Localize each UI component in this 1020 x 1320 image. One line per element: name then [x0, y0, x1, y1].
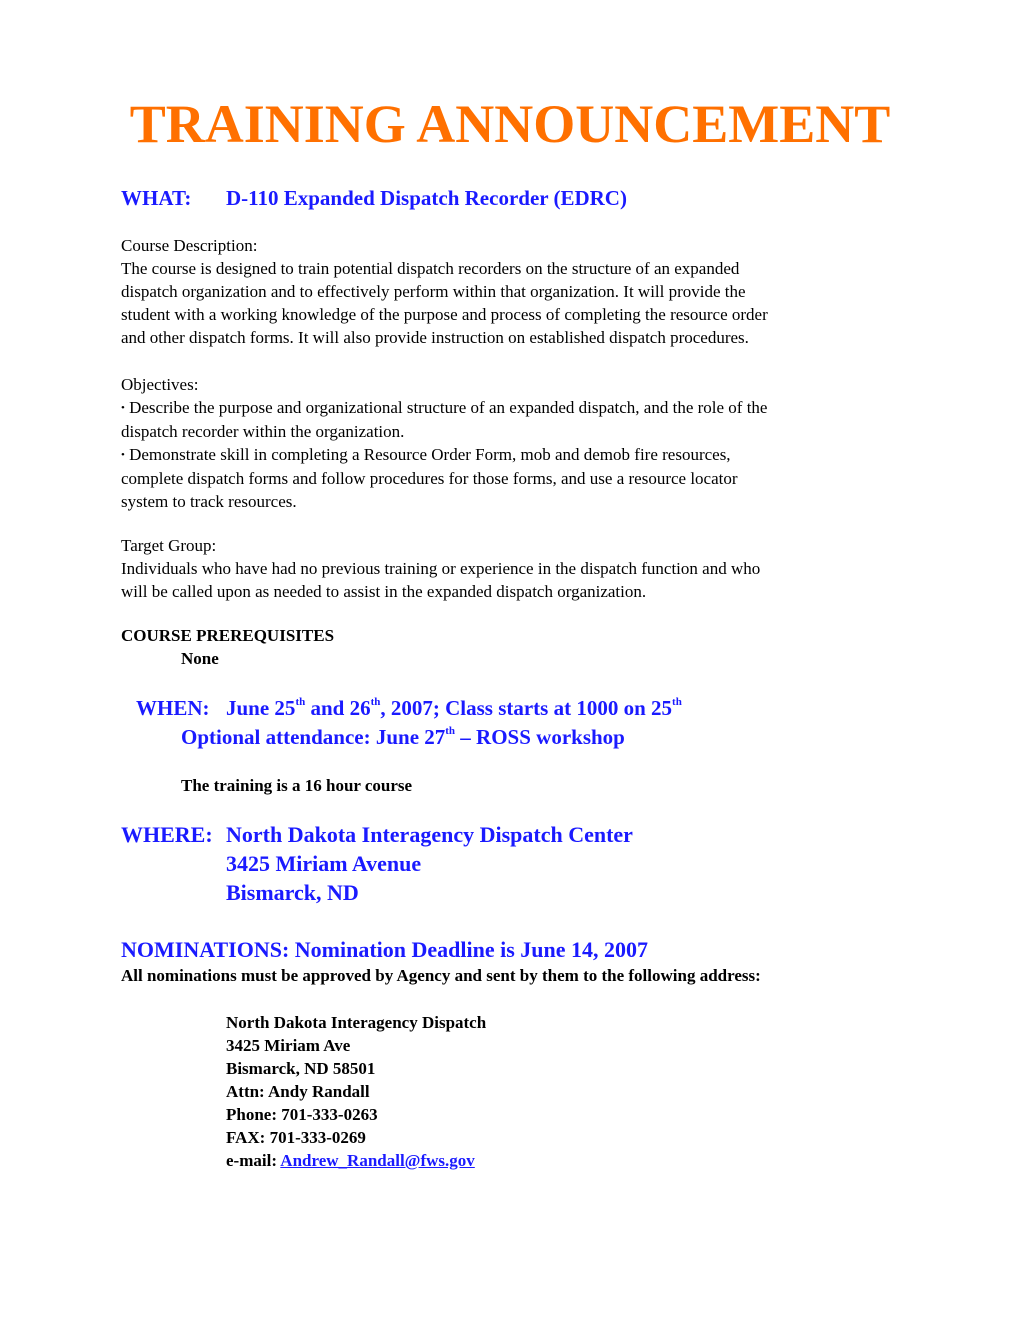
ordinal-suffix: th — [445, 725, 456, 737]
objective-line: Describe the purpose and organizational structure of an expanded dispatch, and the role of the — [129, 398, 768, 417]
ordinal-suffix: th — [370, 696, 381, 708]
where-location — [226, 820, 633, 907]
objective-item — [121, 443, 891, 513]
address-line: Bismarck, ND 58501 — [226, 1059, 376, 1078]
fax-line: FAX: 701-333-0269 — [226, 1128, 366, 1147]
course-description-line: The course is designed to train potential dispatch recorders on the structure of an expanded — [121, 259, 740, 278]
bullet-icon: • — [121, 402, 125, 414]
course-description-line: student with a working knowledge of the purpose and process of completing the resource order — [121, 305, 768, 324]
nominations-instruction: All nominations must be approved by Agency and sent by them to the following address: — [121, 966, 761, 985]
nominations-label: NOMINATIONS: — [121, 937, 290, 962]
when-date-text: June 25 — [226, 696, 296, 720]
course-description-line: dispatch organization and to effectively perform within that organization. It will provide the — [121, 282, 746, 301]
what-label: WHAT: — [121, 186, 192, 210]
ordinal-suffix: th — [672, 696, 682, 708]
when-date-text: and 26 — [305, 696, 371, 720]
when-optional — [181, 723, 625, 751]
when-optional-text: Optional attendance: June 27 — [181, 725, 446, 749]
training-duration-note: The training is a 16 hour course — [181, 776, 413, 795]
phone-line: Phone: 701-333-0263 — [226, 1105, 378, 1124]
objective-line: dispatch recorder within the organization. — [121, 422, 405, 441]
when-optional-text: – ROSS workshop — [455, 725, 625, 749]
where-line: North Dakota Interagency Dispatch Center — [226, 822, 633, 847]
email-link[interactable]: Andrew_Randall@fws.gov — [280, 1151, 475, 1170]
address-line: 3425 Miriam Ave — [226, 1036, 351, 1055]
objective-line: complete dispatch forms and follow procedures for those forms, and use a resource locator — [121, 469, 738, 488]
prerequisites-value: None — [181, 649, 219, 668]
objective-line: system to track resources. — [121, 492, 297, 511]
course-description-line: and other dispatch forms. It will also provide instruction on established dispatch procedures. — [121, 328, 749, 347]
mailing-address — [226, 1011, 486, 1172]
when-date-text: , 2007; Class starts at 1000 on 25 — [380, 696, 673, 720]
where-line: 3425 Miriam Avenue — [226, 851, 422, 876]
address-line: North Dakota Interagency Dispatch — [226, 1013, 487, 1032]
page-title: TRAINING ANNOUNCEMENT — [129, 94, 891, 154]
email-line — [226, 1149, 486, 1172]
email-label: e-mail: — [226, 1151, 277, 1170]
when-dates — [226, 694, 682, 722]
course-description-label: Course Description: — [121, 236, 258, 255]
prerequisites-label: COURSE PREREQUISITES — [121, 626, 335, 645]
target-group-label: Target Group: — [121, 536, 217, 555]
objective-line: Demonstrate skill in completing a Resource Order Form, mob and demob fire resources, — [129, 445, 731, 464]
what-value: D-110 Expanded Dispatch Recorder (EDRC) — [226, 186, 627, 210]
where-label: WHERE: — [121, 822, 213, 847]
objectives — [121, 373, 891, 513]
when-label: WHEN: — [136, 696, 210, 720]
objectives-label: Objectives: — [121, 375, 199, 394]
where-line: Bismarck, ND — [226, 880, 359, 905]
ordinal-suffix: th — [295, 696, 306, 708]
target-group — [121, 534, 891, 603]
course-description — [121, 234, 891, 349]
bullet-icon: • — [121, 449, 125, 461]
target-group-line: Individuals who have had no previous training or experience in the dispatch function and who — [121, 559, 761, 578]
nominations-heading — [121, 935, 648, 964]
nominations-deadline: Nomination Deadline is June 14, 2007 — [294, 937, 649, 962]
objective-item — [121, 396, 891, 443]
address-line: Attn: Andy Randall — [226, 1082, 370, 1101]
target-group-line: will be called upon as needed to assist in the expanded dispatch organization. — [121, 582, 647, 601]
what-heading — [121, 184, 191, 212]
